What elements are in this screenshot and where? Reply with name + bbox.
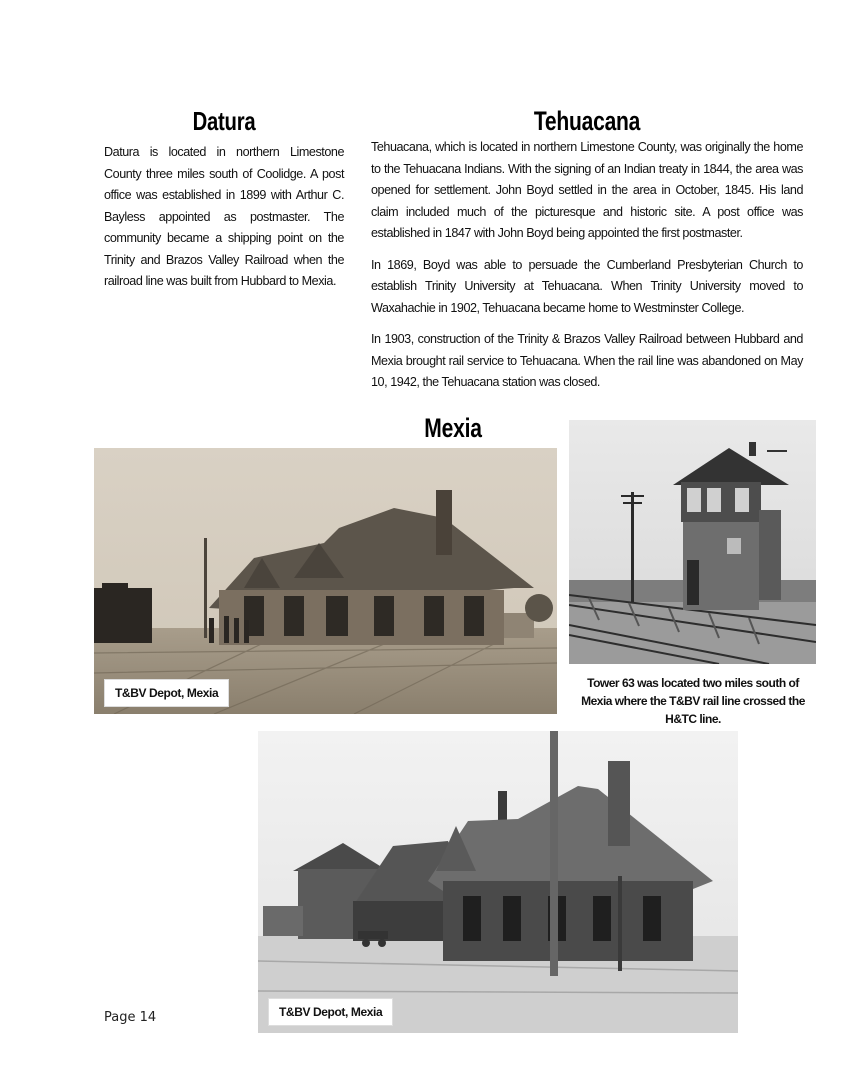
datura-heading: Datura [192,106,256,136]
depot-photo-bw [258,731,738,1033]
tehuacana-heading: Tehuacana [533,106,641,136]
tehuacana-paragraph-1: Tehuacana, which is located in northern Limestone County, was originally the home to the Tehuacana Indians. With the signing of an Indian treaty in 1844, the area was opened for settlement. John Boyd settled in the area in October, 1845. His land claim included much of the picturesque and historic site. A post office was established in 1847 with John Boyd being appointed the first postmaster. [371,140,803,240]
tower-63-photo [569,420,816,664]
tower-63-caption: Tower 63 was located two miles south of Mexia where the T&BV rail line crossed the H&TC line. [581,676,805,726]
depot-photo-bw-caption: T&BV Depot, Mexia [268,998,393,1026]
tehuacana-paragraph-3: In 1903, construction of the Trinity & Brazos Valley Railroad between Hubbard and Mexia brought rail service to Tehuacana. When the rail line was abandoned on May 10, 1942, the Tehuacana station was closed. [371,332,803,389]
tehuacana-paragraph-2: In 1869, Boyd was able to persuade the Cumberland Presbyterian Church to establish Trinity University at Tehuacana. When Trinity University moved to Waxahachie in 1902, Tehuacana became home to Westminster College. [371,257,803,315]
tehuacana-body [371,137,803,404]
page-number: Page 14 [104,1010,157,1025]
depot-photo-sepia-caption: T&BV Depot, Mexia [104,679,229,707]
datura-body: Datura is located in northern Limestone County three miles south of Coolidge. A post office was established in 1899 with Arthur C. Bayless appointed as postmaster. The community became a shipping point on the Trinity and Brazos Valley Railroad when the railroad line was built from Hubbard to Mexia. [104,145,344,288]
depot-photo-sepia [94,448,557,714]
mexia-heading: Mexia [424,413,482,443]
